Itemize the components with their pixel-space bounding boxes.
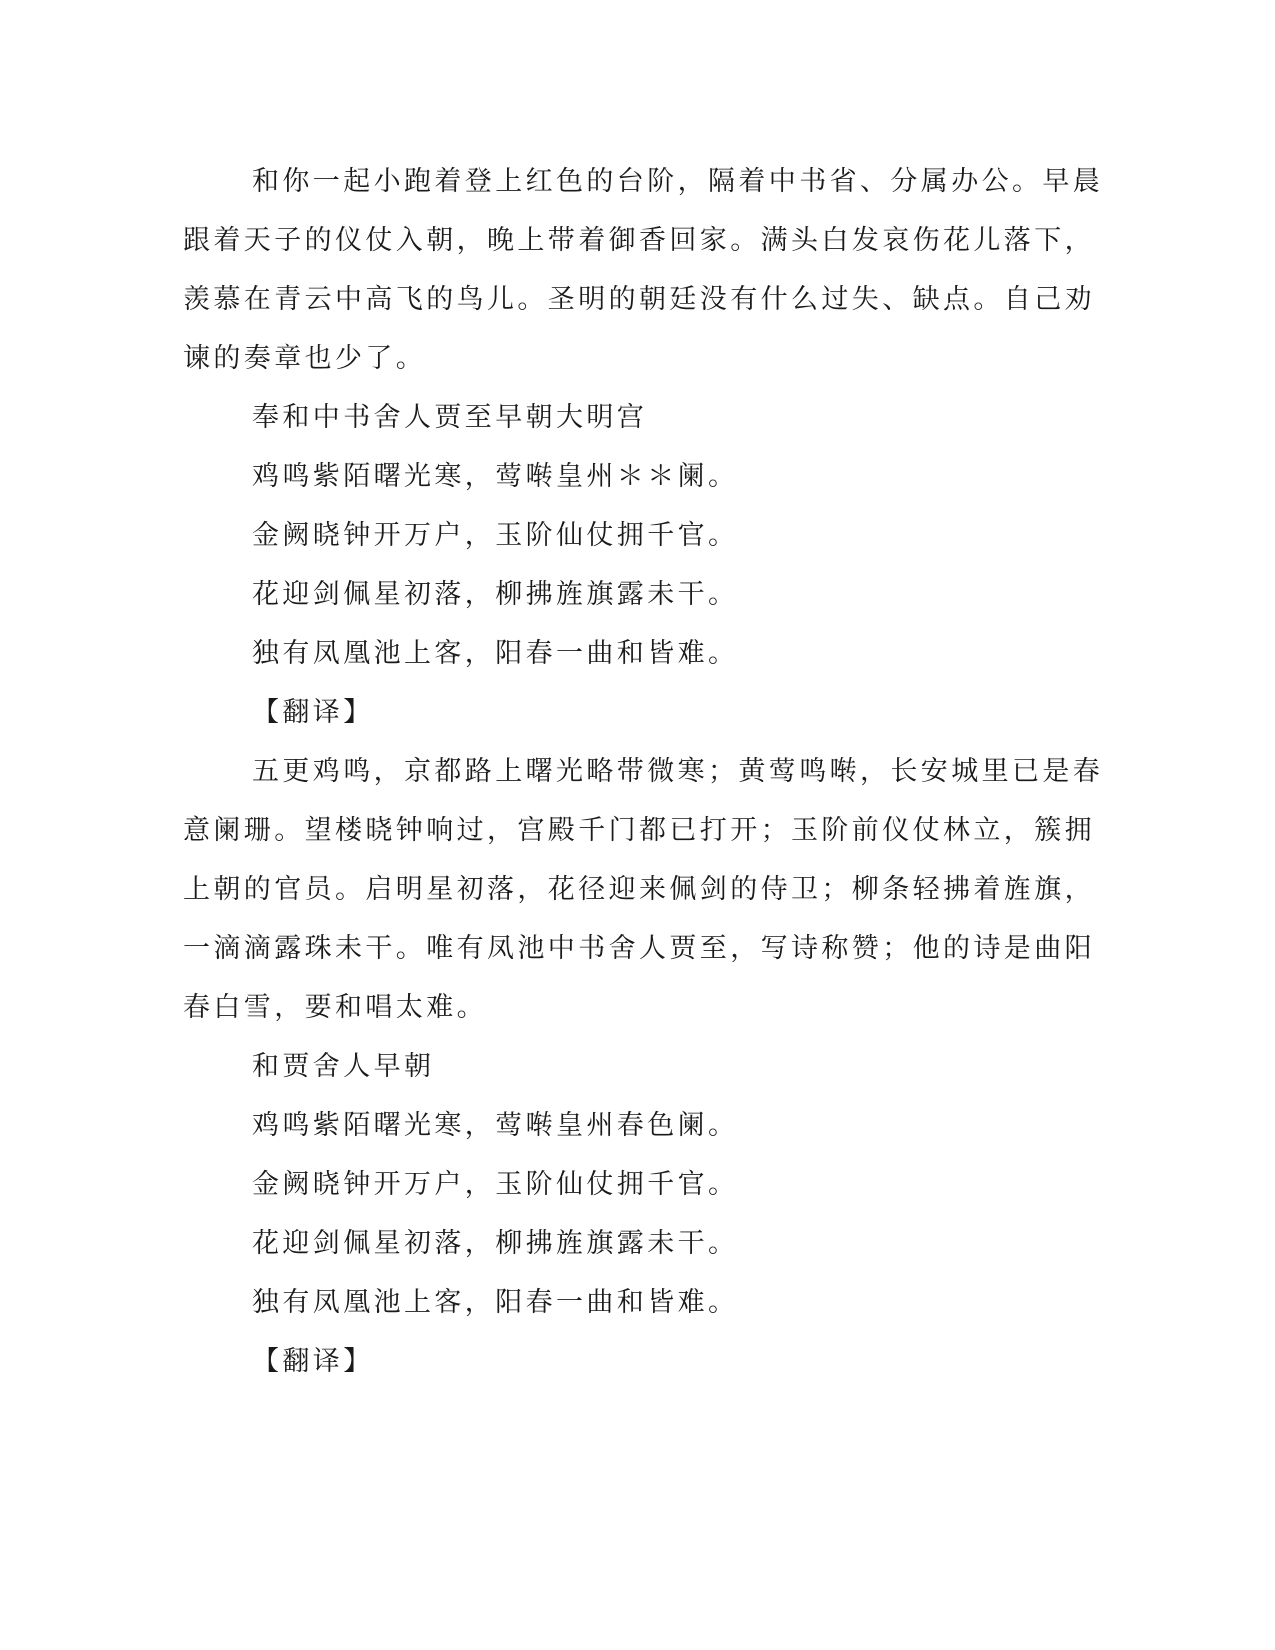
- poem-2-line-1: 鸡鸣紫陌曙光寒，莺啭皇州春色阑。: [252, 1110, 739, 1141]
- poem-2-line-2: 金阙晓钟开万户，玉阶仙仗拥千官。: [252, 1169, 739, 1200]
- paragraph-1-line-1: 和你一起小跑着登上红色的台阶，隔着中书省、分属办公。早晨: [252, 166, 1104, 197]
- paragraph-1-line-2: 跟着天子的仪仗入朝，晚上带着御香回家。满头白发哀伤花儿落下，: [183, 225, 1095, 256]
- document-body: [183, 152, 1104, 1391]
- paragraph-2-line-1: 五更鸡鸣，京都路上曙光略带微寒；黄莺鸣啭，长安城里已是春: [252, 756, 1104, 787]
- translation-heading-1: 【翻译】: [252, 697, 374, 728]
- paragraph-1-line-3: 羡慕在青云中高飞的鸟儿。圣明的朝廷没有什么过失、缺点。自己劝: [183, 284, 1095, 315]
- poem-2-line-3: 花迎剑佩星初落，柳拂旌旗露未干。: [252, 1228, 739, 1259]
- poem-2-line-4: 独有凤凰池上客，阳春一曲和皆难。: [252, 1287, 739, 1318]
- poem-1-line-2: 金阙晓钟开万户，玉阶仙仗拥千官。: [252, 520, 739, 551]
- paragraph-2-line-4: 一滴滴露珠未干。唯有凤池中书舍人贾至，写诗称赞；他的诗是曲阳: [183, 933, 1095, 964]
- poem-1-title: 奉和中书舍人贾至早朝大明宫: [252, 402, 648, 433]
- paragraph-2-line-5: 春白雪，要和唱太难。: [183, 992, 487, 1023]
- paragraph-2-line-3: 上朝的官员。启明星初落，花径迎来佩剑的侍卫；柳条轻拂着旌旗，: [183, 874, 1095, 905]
- poem-1-line-1: 鸡鸣紫陌曙光寒，莺啭皇州＊＊阑。: [252, 461, 739, 492]
- poem-2-title: 和贾舍人早朝: [252, 1051, 435, 1082]
- poem-1-line-3: 花迎剑佩星初落，柳拂旌旗露未干。: [252, 579, 739, 610]
- translation-heading-2: 【翻译】: [252, 1346, 374, 1377]
- poem-1-line-4: 独有凤凰池上客，阳春一曲和皆难。: [252, 638, 739, 669]
- paragraph-1-line-4: 谏的奏章也少了。: [183, 343, 427, 374]
- paragraph-2-line-2: 意阑珊。望楼晓钟响过，宫殿千门都已打开；玉阶前仪仗林立，簇拥: [183, 815, 1095, 846]
